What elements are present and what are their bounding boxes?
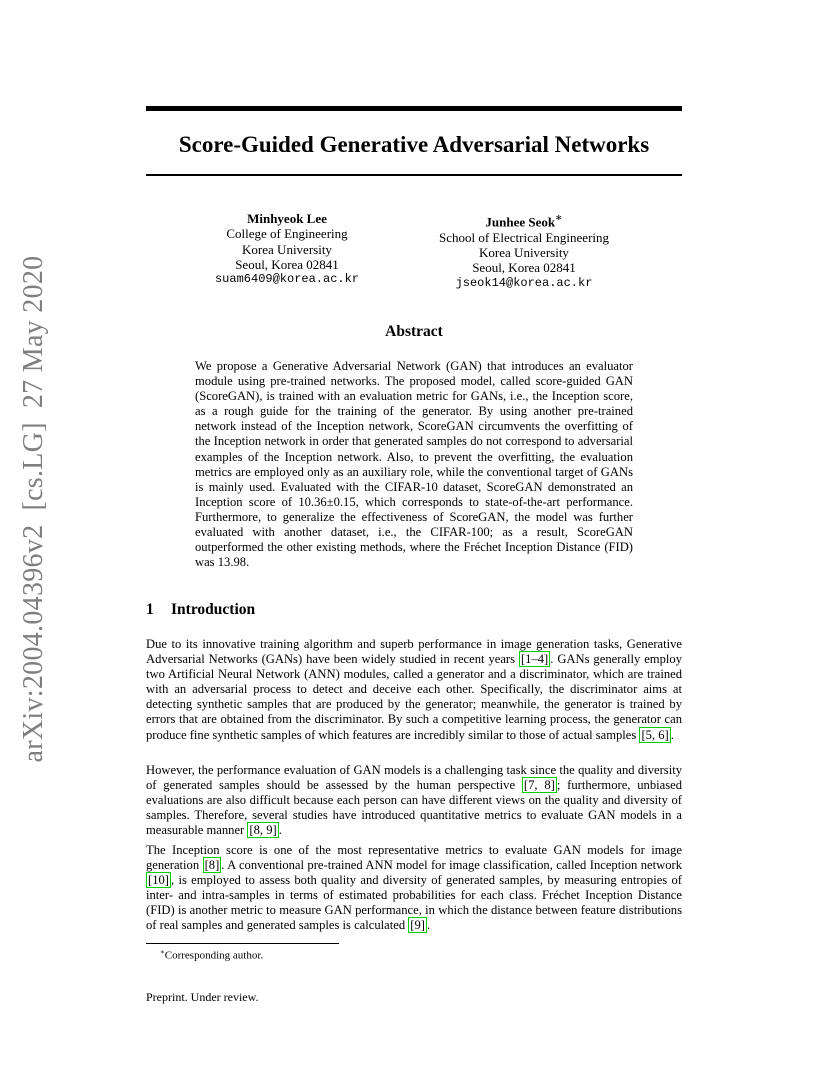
title-rule-top: [146, 106, 682, 111]
footnote: [160, 948, 263, 962]
author-email[interactable]: suam6409@korea.ac.kr: [214, 272, 360, 287]
citation-link[interactable]: [8, 9]: [249, 823, 277, 838]
paragraph-2: However, the performance evaluation of GAN models is a challenging task since the quality and diversity of generated samples should be assessed by the human perspective [7, 8] ; furthermore, unbiased evaluations are also difficult because each person can have different views on the quality and diversity of samples. Therefore, several studies have introduced quantitative metrics to evaluate GAN models in a measurable manner [8, 9] .: [146, 763, 683, 838]
paragraph-1: Due to its innovative training algorithm and superb performance in image generation tasks, Generative Adversarial Networks (GANs) have been widely studied in recent years [1–4] . GANs generally employ two Artificial Neural Network (ANN) modules, called a generator and a discriminator, which are trained with an adversarial process to detect and deceive each other. Specifically, the discriminator aims at detecting synthetic samples that are produced by the generator; meanwhile, the generator is trained by errors that are obtained from the discriminator. By such a competitive learning process, the generator can produce fine synthetic samples of which features are incredibly similar to those of actual samples [5, 6] .: [146, 637, 682, 742]
author-location: Seoul, Korea 02841: [235, 256, 339, 272]
section-heading: [146, 601, 255, 619]
footnote-rule: [146, 943, 339, 944]
corresponding-mark: ∗: [555, 212, 563, 224]
author-university: Korea University: [242, 241, 332, 257]
author-affiliation: College of Engineering: [226, 226, 348, 242]
citation-link[interactable]: [9]: [410, 918, 425, 933]
author-name: Junhee Seok∗: [485, 212, 563, 230]
section-title: Introduction: [171, 601, 256, 618]
author-block-1: [196, 211, 378, 287]
paragraph-3: The Inception score is one of the most representative metrics to evaluate GAN models for image generation [8] . A conventional pre-trained ANN model for image classification, called Inception network [10] , is employed to assess both quality and diversity of generated samples, by measuring entropies of inter- and intra-samples in terms of estimated probabilities for each class. Fréchet Inception Distance (FID) is another metric to measure GAN performance, in which the distance between feature distributions of real samples and generated samples is calculated [9] .: [146, 843, 683, 933]
citation-link[interactable]: [10]: [148, 873, 169, 888]
arxiv-date: 27 May 2020: [18, 255, 49, 409]
author-university: Korea University: [479, 244, 569, 260]
author-block-2: [424, 211, 624, 291]
abstract-text: We propose a Generative Adversarial Network (GAN) that introduces an evaluator module using pre-trained networks. The proposed model, called score-guided GAN (ScoreGAN), is trained with an evaluation metric for GANs, i.e., the Inception score, as a rough guide for the training of the generator. By using another pre-trained network instead of the Inception network, ScoreGAN circumvents the overfitting of the Inception network in order that generated samples do not correspond to adversarial examples of the Inception network. Also, to prevent the overfitting, the evaluation metrics are employed only as an auxiliary role, while the conventional target of GANs is mainly used. Evaluated with the CIFAR-10 dataset, ScoreGAN demonstrated an Inception score of 10.36±0.15, which corresponds to state-of-the-art performance. Furthermore, to generalize the effectiveness of ScoreGAN, the model was further evaluated with another dataset, i.e., the CIFAR-100; as a result, ScoreGAN outperformed the other existing methods, where the Fréchet Inception Distance (FID) was 13.98.: [195, 359, 633, 570]
author-affiliation: School of Electrical Engineering: [438, 229, 610, 245]
abstract-heading: Abstract: [385, 323, 443, 340]
author-name: Minhyeok Lee: [247, 211, 327, 226]
title-rule-bottom: [146, 174, 682, 176]
preprint-notice: Preprint. Under review.: [146, 990, 259, 1004]
author-location: Seoul, Korea 02841: [472, 260, 576, 276]
section-number: 1: [146, 601, 154, 618]
author-email[interactable]: jseok14@korea.ac.kr: [455, 275, 593, 290]
arxiv-category: [cs.LG]: [18, 422, 49, 511]
footnote-text: Corresponding author.: [164, 949, 264, 962]
citation-link[interactable]: [7, 8]: [523, 778, 555, 793]
footnote-mark: ∗: [160, 948, 165, 956]
citation-link[interactable]: [8]: [204, 858, 220, 873]
citation-link[interactable]: [1–4]: [520, 652, 549, 667]
citation-link[interactable]: [5, 6]: [641, 727, 669, 742]
paper-title: Score-Guided Generative Adversarial Networks: [178, 132, 650, 157]
arxiv-id: arXiv:2004.04396v2: [18, 524, 49, 763]
arxiv-identifier: [18, 242, 50, 763]
